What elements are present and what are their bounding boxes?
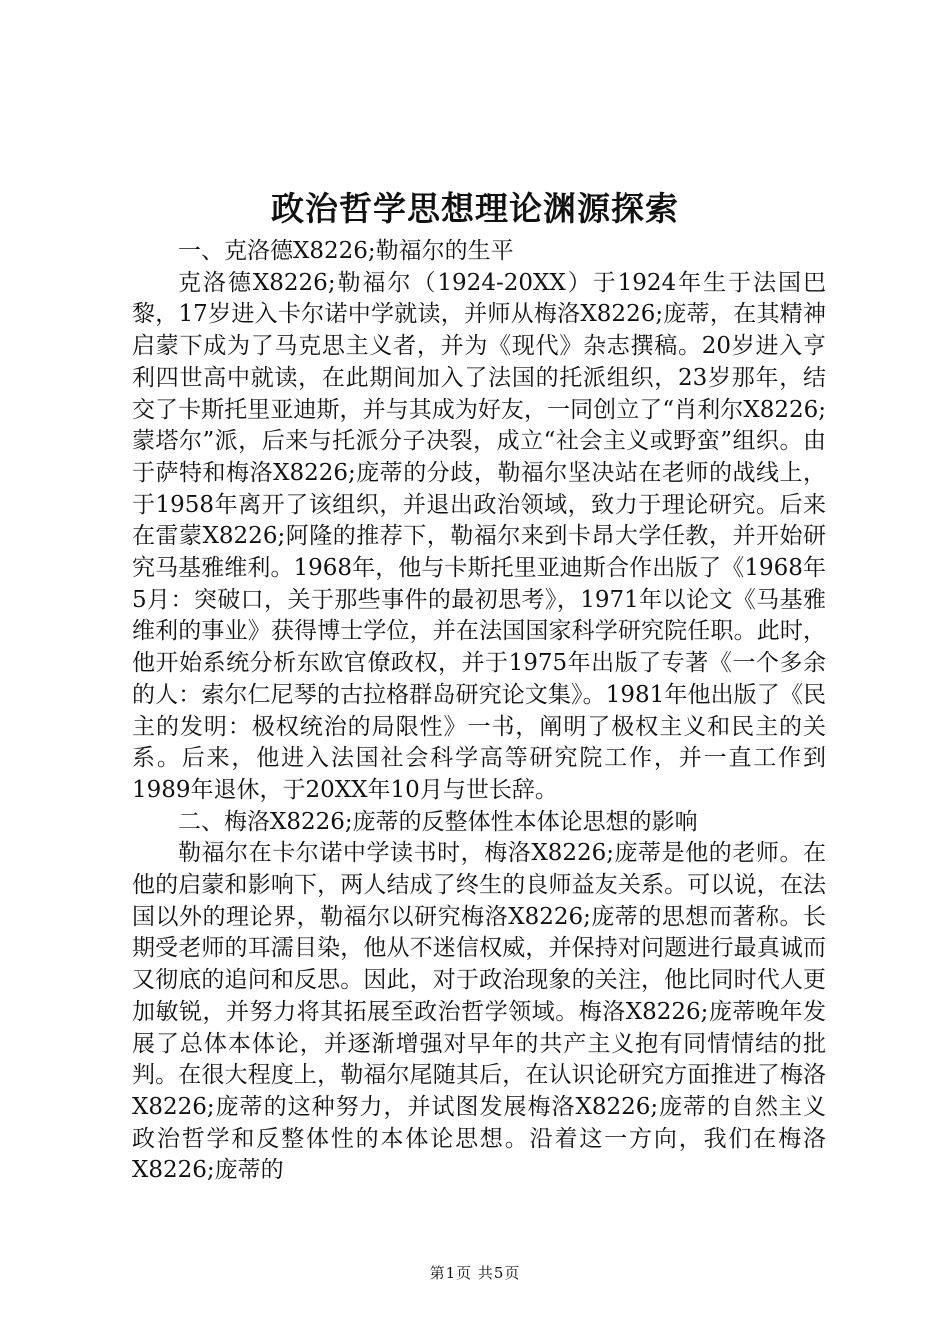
section-2-heading: 二、梅洛X8226;庞蒂的反整体性本体论思想的影响 [178, 808, 698, 835]
page-number-footer: 第1页 共5页 [429, 1264, 521, 1282]
section-2-paragraph: 勒福尔在卡尔诺中学读书时，梅洛X8226;庞蒂是他的老师。在他的启蒙和影响下，两人结成了终生的良师益友关系。可以说，在法国以外的理论界，勒福尔以研究梅洛X8226;庞蒂的思想而著称。长期受老师的耳濡目染，他从不迷信权威，并保持对问题进行最真诚而又彻底的追问和反思。因此，对于政治现象的关注，他比同时代人更加敏锐，并努力将其拓展至政治哲学领域。梅洛X8226;庞蒂晚年发展了总体本体论，并逐渐增强对早年的共产主义抱有同情情结的批判。在很大程度上，勒福尔尾随其后，在认识论研究方面推进了梅洛X8226;庞蒂的这种努力，并试图发展梅洛X8226;庞蒂的自然主义政治哲学和反整体性的本体论思想。沿着这一方向，我们在梅洛X8226;庞蒂的 [132, 840, 826, 1184]
document-title: 政治哲学思想理论渊源探索 [271, 189, 679, 228]
section-1-paragraph: 克洛德X8226;勒福尔（1924-20XX）于1924年生于法国巴黎，17岁进入卡尔诺中学就读，并师从梅洛X8226;庞蒂，在其精神启蒙下成为了马克思主义者，并为《现代》杂志撰稿。20岁进入亨利四世高中就读，在此期间加入了法国的托派组织，23岁那年，结交了卡斯托里亚迪斯，并与其成为好友，一同创立了“肖利尔X8226;蒙塔尔”派，后来与托派分子决裂，成立“社会主义或野蛮”组织。由于萨特和梅洛X8226;庞蒂的分歧，勒福尔坚决站在老师的战线上，于1958年离开了该组织，并退出政治领域，致力于理论研究。后来在雷蒙X8226;阿隆的推荐下，勒福尔来到卡昂大学任教，并开始研究马基雅维利。1968年，他与卡斯托里亚迪斯合作出版了《1968年5月：突破口，关于那些事件的最初思考》，1971年以论文《马基雅维利的事业》获得博士学位，并在法国国家科学研究院任职。此时，他开始系统分析东欧官僚政权，并于1975年出版了专著《一个多余的人：索尔仁尼琴的古拉格群岛研究论文集》。1981年他出版了《民主的发明：极权统治的局限性》一书，阐明了极权主义和民主的关系。后来，他进入法国社会科学高等研究院工作，并一直工作到1989年退休，于20XX年10月与世长辞。 [132, 269, 826, 803]
section-1-heading: 一、克洛德X8226;勒福尔的生平 [178, 238, 514, 264]
document-body [132, 236, 826, 1187]
